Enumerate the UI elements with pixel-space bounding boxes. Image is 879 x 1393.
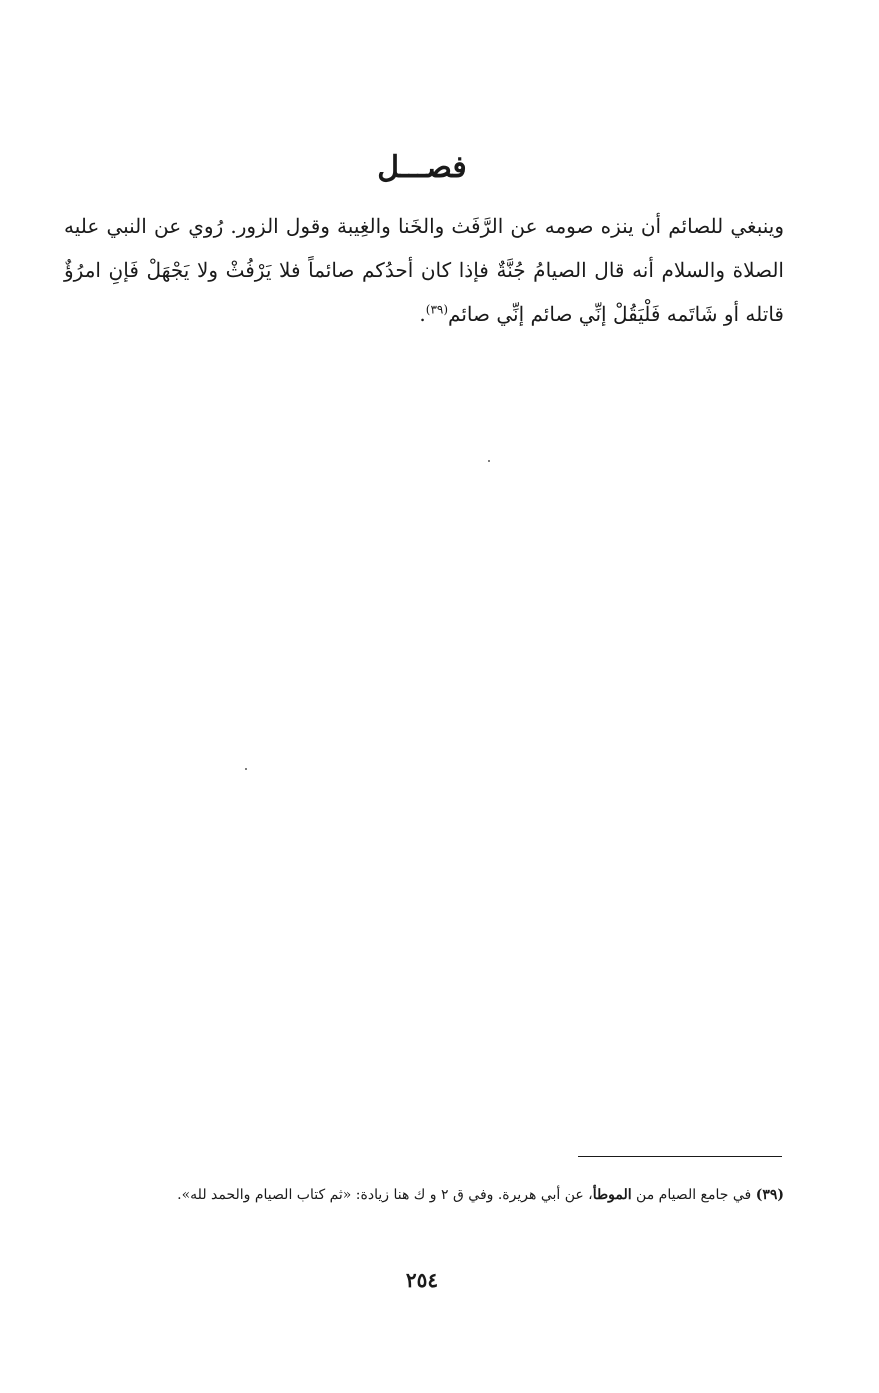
section-title: فصـــل	[377, 150, 467, 185]
footnote-number: (٣٩)	[755, 1187, 784, 1203]
scan-speck	[488, 460, 490, 462]
body-text: وينبغي للصائم أن ينزه صومه عن الرَّفَث والخَنا والغِيبة وقول الزور. رُوي عن النبي عليه الصلاة والسلام أنه قال الصيامُ جُنَّةٌ فإذا كان أحدُكم صائماً فلا يَرْفُثْ ولا يَجْهَلْ فَإنِ امرُؤٌ قاتله أو شَاتَمه فَلْيَقُلْ إنِّي صائم إنِّي صائم	[64, 214, 784, 326]
footnote-divider	[578, 1156, 782, 1157]
footnote-reference: (٣٩)	[425, 302, 449, 317]
footnote	[64, 1180, 784, 1210]
footnote-text-part2: ، عن أبي هريرة. وفي ق ٢ و ك هنا زيادة: «ثم كتاب الصيام والحمد لله».	[177, 1187, 593, 1203]
end-punctuation: .	[419, 302, 426, 326]
scan-speck	[245, 768, 247, 770]
footnote-text-part1: في جامع الصيام من	[636, 1187, 752, 1203]
footnote-source: الموطأ	[592, 1187, 632, 1203]
body-paragraph	[64, 204, 784, 336]
page-number: ٢٥٤	[405, 1268, 439, 1292]
